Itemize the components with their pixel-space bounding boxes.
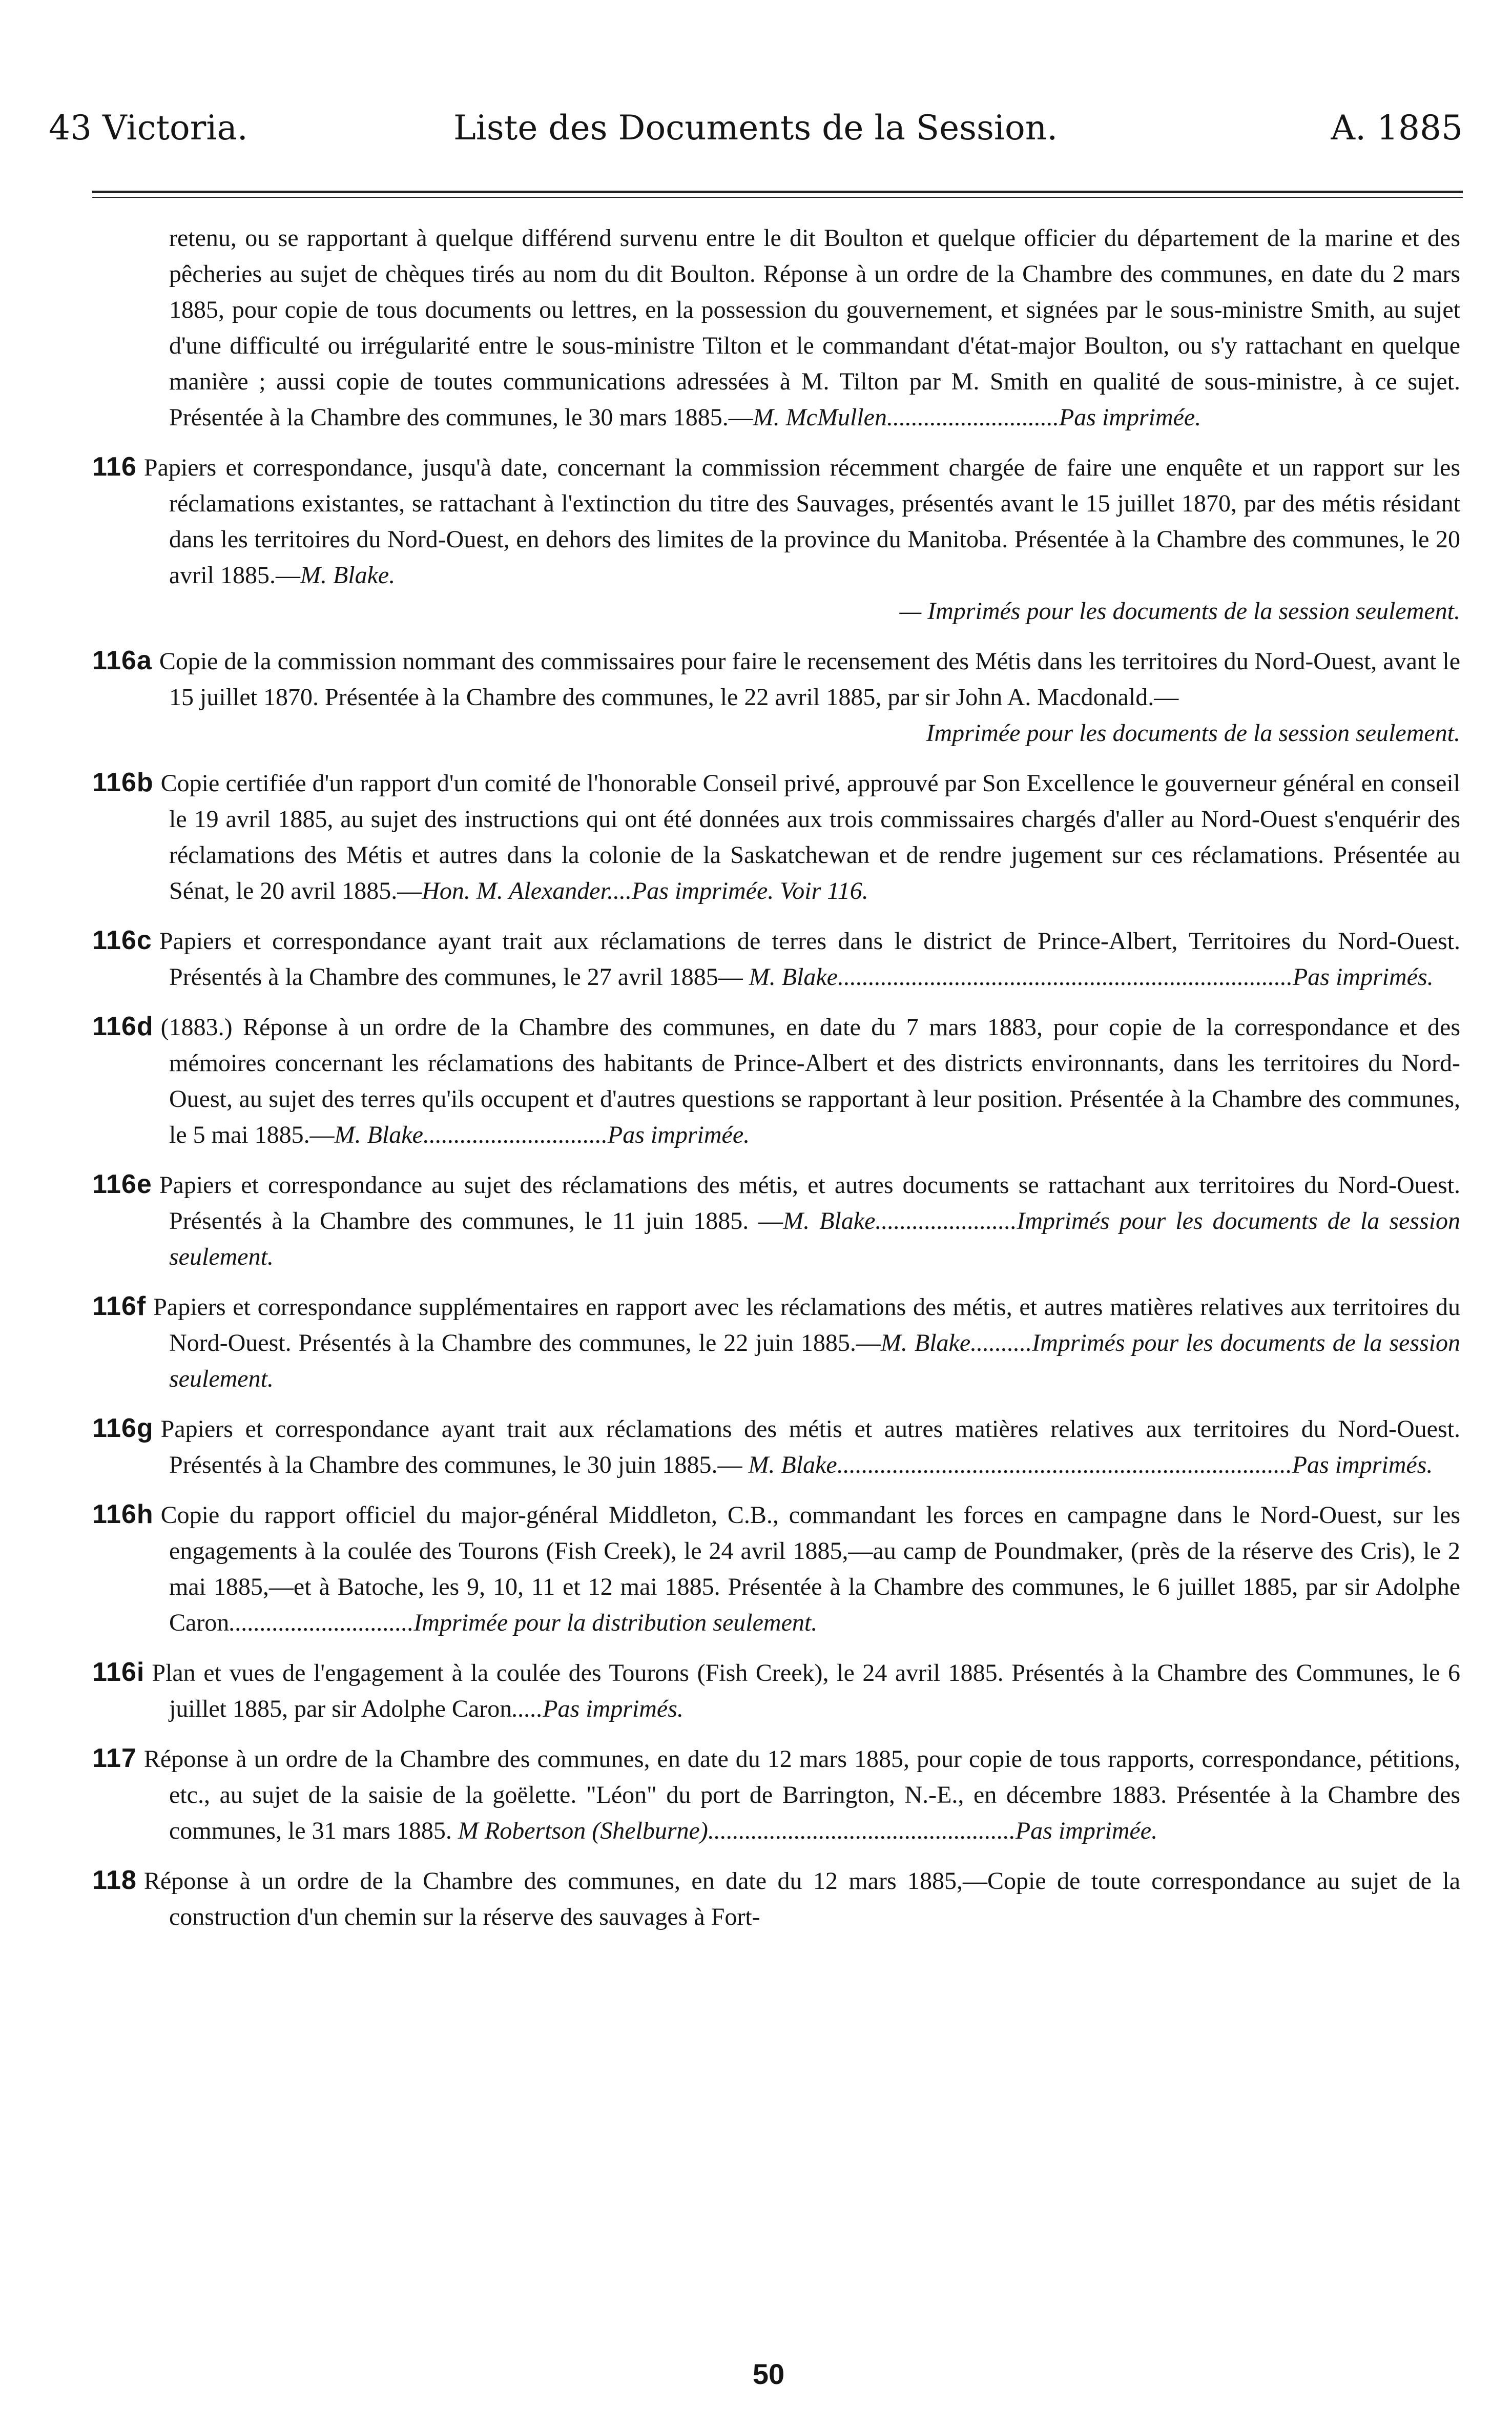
entry-mover: M. McMullen — [753, 404, 887, 431]
running-header — [49, 105, 1463, 151]
entry-note: ....Pas imprimée. Voir 116. — [607, 877, 868, 904]
list-item — [92, 1496, 1460, 1641]
entry-note: ............................Pas imprimée. — [886, 404, 1202, 431]
entry-note: ..................................................Pas imprimée. — [708, 1817, 1158, 1844]
entry-number: 116e — [92, 1169, 152, 1199]
entry-mover: M Robertson (Shelburne) — [458, 1817, 708, 1844]
entry-number: 118 — [92, 1865, 137, 1895]
header-year: A. 1885 — [1331, 108, 1463, 148]
list-item — [92, 1410, 1460, 1483]
list-item — [92, 765, 1460, 909]
entry-mover: Hon. M. Alexander — [422, 877, 607, 904]
entry-note: ..........................................................................Pas imprimés. — [837, 1451, 1433, 1478]
entry-number: 116a — [92, 646, 152, 675]
entry-note: — Imprimés pour les documents de la session seulement. — [899, 598, 1460, 625]
entry-text: Papiers et correspondance supplémentaires en rapport avec les réclamations des métis, et autres matières relatives aux territoires du Nord-Ouest. Présentés à la Chambre des communes, le 22 juin 1885.— — [153, 1293, 1460, 1356]
list-item — [92, 1654, 1460, 1727]
entry-number: 117 — [92, 1743, 137, 1773]
entry-text: Copie du rapport officiel du major-général Middleton, C.B., commandant les forces en campagne dans le Nord-Ouest, sur les engagements à la coulée des Tourons (Fish Creek), le 24 avril 1885,—au camp de Poundmaker, (près de la réserve des Cris), le 2 mai 1885,—et à Batoche, les 9, 10, 11 et 12 mai 1885. Présentée à la Chambre des communes, le 6 juillet 1885, par sir Adolphe Caron — [160, 1502, 1460, 1636]
header-rule-thick — [92, 191, 1463, 193]
entry-text: Copie de la commission nommant des commissaires pour faire le recensement des Métis dans les territoires du Nord-Ouest, avant le 15 juillet 1870. Présentée à la Chambre des communes, le 22 avril 1885, par sir John A. Macdonald.— — [159, 648, 1460, 711]
entry-mover: M. Blake — [749, 963, 838, 991]
list-item — [92, 1740, 1460, 1849]
entry-text: Papiers et correspondance, jusqu'à date, concernant la commission récemment chargée de faire une enquête et un rapport sur les réclamations existantes, se rattachant à l'extinction du titre des Sauvages, présentés avant le 15 juillet 1870, par des métis résidant dans les territoires du Nord-Ouest, en dehors des limites de la province du Manitoba. Présentée à la Chambre des communes, le 20 avril 1885.— — [143, 454, 1460, 589]
entry-text: Réponse à un ordre de la Chambre des communes, en date du 12 mars 1885, pour copie de tous rapports, correspondance, pétitions, etc., au sujet de la saisie de la goëlette. "Léon" du port de Barrington, N.-E., en décembre 1883. Présentée à la Chambre des communes, le 31 mars 1885. — [143, 1745, 1460, 1844]
entry-text: Papiers et correspondance ayant trait aux réclamations de terres dans le district de Prince-Albert, Territoires du Nord-Ouest. Présentés à la Chambre des communes, le 27 avril 1885— — [159, 928, 1460, 991]
document-list — [92, 220, 1460, 1948]
entry-mover: M. Blake — [783, 1207, 876, 1235]
entry-number: 116 — [92, 452, 137, 482]
entry-mover: M. Blake — [334, 1121, 423, 1148]
entry-text: Papiers et correspondance au sujet des réclamations des métis, et autres documents se rattachant aux territoires du Nord-Ouest. Présentés à la Chambre des communes, le 11 juin 1885. — — [159, 1171, 1460, 1235]
list-item — [92, 1862, 1460, 1935]
entry-note: ..........Imprimés pour les documents de la session seulement. — [169, 1329, 1461, 1392]
entry-text: Réponse à un ordre de la Chambre des communes, en date du 12 mars 1885,—Copie de toute correspondance au sujet de la construction d'un chemin sur la réserve des sauvages à Fort- — [143, 1867, 1460, 1930]
entry-number: 116d — [92, 1012, 154, 1041]
entry-mover: M. Blake — [880, 1329, 971, 1356]
entry-text: (1883.) Réponse à un ordre de la Chambre des communes, en date du 7 mars 1883, pour copie de la correspondance et des mémoires concernant les réclamations des habitants de Prince-Albert et des districts environnants, dans les territoires du Nord-Ouest, au sujet des terres qu'ils occupent et d'autres questions se rapportant à leur position. Présentée à la Chambre des communes, le 5 mai 1885.— — [160, 1014, 1460, 1148]
list-item — [92, 1288, 1460, 1397]
list-item — [92, 1009, 1460, 1153]
entry-number: 116h — [92, 1499, 154, 1529]
entry-note: Imprimée pour les documents de la session seulement. — [926, 719, 1460, 747]
list-item — [92, 922, 1460, 995]
list-item — [92, 643, 1460, 751]
entry-note: .......................Imprimés pour les documents de la session seulement. — [169, 1207, 1461, 1270]
page-number: 50 — [752, 2358, 785, 2390]
entry-text: retenu, ou se rapportant à quelque différend survenu entre le dit Boulton et quelque officier du département de la marine et des pêcheries au sujet de chèques tirés au nom du dit Boulton. Réponse à un ordre de la Chambre des communes, en date du 2 mars 1885, pour copie de tous documents ou lettres, en la possession du gouvernement, et signées par le sous-ministre Smith, au sujet d'une difficulté ou irrégularité entre le sous-ministre Tilton et le commandant d'état-major Boulton, ou s'y rattachant en quelque manière ; aussi copie de toutes communications adressées à M. Tilton par M. Smith en qualité de sous-ministre, à ce sujet. Présentée à la Chambre des communes, le 30 mars 1885.— — [169, 224, 1460, 431]
entry-note: ..........................................................................Pas imprimés. — [837, 963, 1434, 991]
header-title: Liste des Documents de la Session. — [453, 108, 1058, 148]
entry-number: 116b — [92, 768, 154, 797]
header-rule-thin — [92, 197, 1463, 198]
header-regnal-year: 43 Victoria. — [49, 108, 248, 148]
entry-note: .....Pas imprimés. — [512, 1695, 683, 1722]
list-item — [92, 1166, 1460, 1275]
entry-note: ..............................Pas imprimée. — [423, 1121, 750, 1148]
entry-text: Copie certifiée d'un rapport d'un comité de l'honorable Conseil privé, approuvé par Son Excellence le gouverneur général en conseil le 19 avril 1885, au sujet des instructions qui ont été données aux trois commissaires chargés d'aller au Nord-Ouest s'enquérir des réclamations des Métis et autres dans la colonie de la Saskatchewan et de rendre jugement sur ces réclamations. Présentée au Sénat, le 20 avril 1885.— — [160, 770, 1460, 904]
entry-note: ..............................Imprimée pour la distribution seulement. — [229, 1609, 818, 1636]
entry-mover: M. Blake — [748, 1451, 837, 1478]
entry-number: 116i — [92, 1657, 145, 1687]
entry-mover: M. Blake. — [300, 562, 396, 589]
entry-text: Papiers et correspondance ayant trait aux réclamations des métis et autres matières relatives aux territoires du Nord-Ouest. Présentés à la Chambre des communes, le 30 juin 1885.— — [160, 1415, 1460, 1478]
list-item — [92, 220, 1460, 436]
entry-number: 116f — [92, 1291, 147, 1321]
entry-number: 116c — [92, 925, 152, 955]
entry-number: 116g — [92, 1413, 154, 1443]
list-item — [92, 449, 1460, 629]
entry-text: Plan et vues de l'engagement à la coulée des Tourons (Fish Creek), le 24 avril 1885. Présentés à la Chambre des Communes, le 6 juillet 1885, par sir Adolphe Caron — [152, 1659, 1460, 1722]
